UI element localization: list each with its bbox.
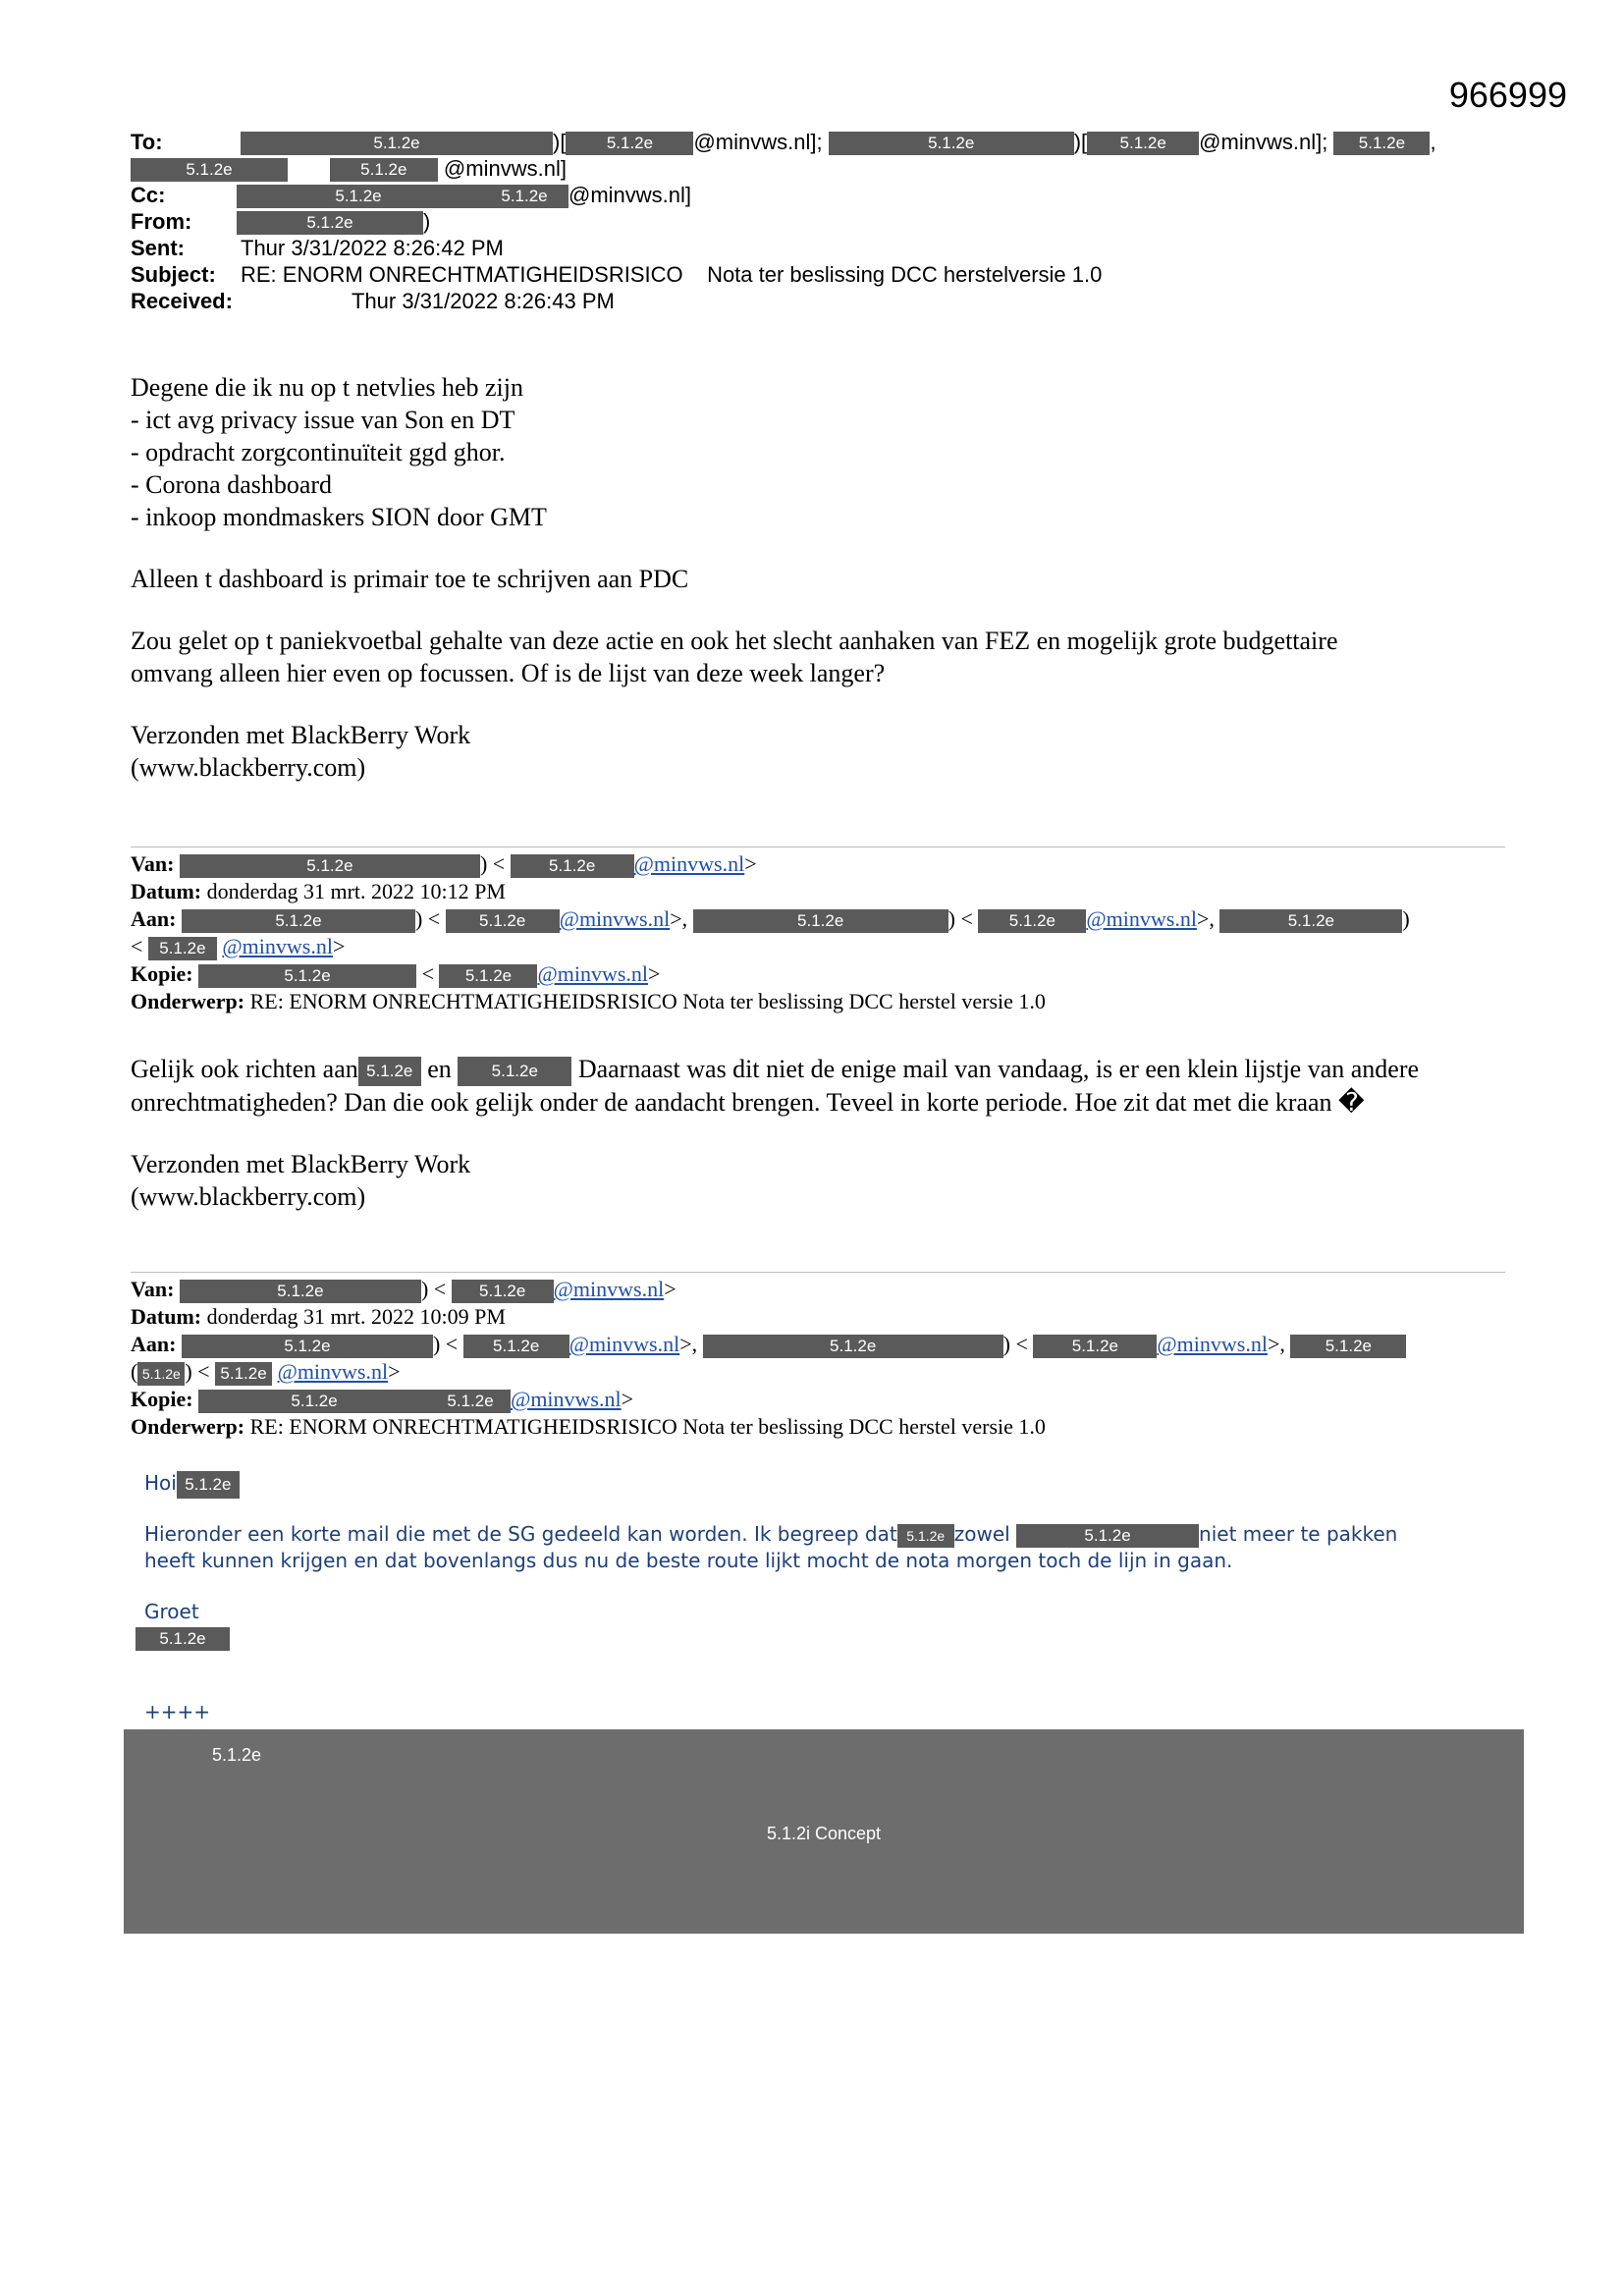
redaction: 5.1.2e <box>330 158 438 182</box>
message3-closing <box>144 1599 1519 1651</box>
list-item: - Corona dashboard <box>131 470 333 499</box>
van-label: Van: <box>131 851 175 876</box>
text: zowel <box>953 1522 1010 1546</box>
sender-line <box>135 1624 1519 1651</box>
paragraph-line: onrechtmatigheden? Dan die ook gelijk onder de aandacht brengen. Teveel in korte periode. Hoe zit dat met die kraan � <box>131 1088 1365 1118</box>
onderwerp-row <box>131 988 1525 1015</box>
paragraph-line <box>131 1053 1525 1086</box>
signature-line: Verzonden met BlackBerry Work <box>131 1150 471 1179</box>
text: Daarnaast was dit niet de enige mail van vandaag, is er een klein lijstje van andere <box>577 1055 1420 1083</box>
redaction: 5.1.2e <box>458 1057 571 1086</box>
email-link[interactable]: @minvws.nl <box>222 934 333 958</box>
redaction: 5.1.2e <box>480 185 568 208</box>
onderwerp-value: RE: ENORM ONRECHTMATIGHEIDSRISICO Nota ter beslissing DCC herstel versie 1.0 <box>249 989 1046 1013</box>
redaction: 5.1.2e <box>1333 132 1430 155</box>
van-label: Van: <box>131 1277 175 1301</box>
received-value: Thur 3/31/2022 8:26:43 PM <box>352 289 615 313</box>
list-item: - opdracht zorgcontinuïteit ggd ghor. <box>131 438 506 466</box>
email-domain: @minvws.nl]; <box>693 130 823 154</box>
redaction: 5.1.2e <box>131 158 288 182</box>
redaction: 5.1.2e <box>566 132 693 155</box>
redaction: 5.1.2e <box>439 964 537 988</box>
kopie-row: Kopie: 5.1.2e 5.1.2e @minvws.nl> <box>131 1387 634 1411</box>
message3-body <box>144 1521 1519 1573</box>
message2-header <box>131 850 1525 1015</box>
aan-row: Aan: 5.1.2e ) < 5.1.2e @minvws.nl>, 5.1.2e ) < 5.1.2e @minvws.nl>, 5.1.2e <box>131 1331 1525 1358</box>
datum-value: donderdag 31 mrt. 2022 10:09 PM <box>206 1304 506 1329</box>
sent-label: Sent: <box>131 236 185 260</box>
redaction: 5.1.2e <box>452 1280 554 1303</box>
from-row <box>131 208 1505 235</box>
received-label: Received: <box>131 289 233 313</box>
redaction: 5.1.2e <box>1087 132 1199 155</box>
email-header <box>131 129 1505 314</box>
message3-greeting <box>144 1470 1519 1499</box>
redaction: 5.1.2e <box>182 909 415 933</box>
from-label: From: <box>131 209 192 234</box>
redaction: 5.1.2e <box>135 1627 230 1651</box>
greeting-line <box>144 1470 1519 1499</box>
redaction: 5.1.2e <box>703 1335 1003 1358</box>
subject-value: RE: ENORM ONRECHTMATIGHEIDSRISICO Nota ter beslissing DCC herstelversie 1.0 <box>241 262 1103 287</box>
to-label: To: <box>131 130 163 154</box>
document-number: 966999 <box>1448 75 1567 115</box>
message3-header <box>131 1276 1525 1441</box>
redaction-concept-label: 5.1.2i Concept <box>766 1824 882 1843</box>
kopie-label: Kopie: <box>131 1387 193 1411</box>
onderwerp-label: Onderwerp: <box>131 1414 245 1439</box>
kopie-row: Kopie: 5.1.2e < 5.1.2e @minvws.nl> <box>131 961 661 986</box>
plus-marker: ++++ <box>144 1700 211 1723</box>
redaction: 5.1.2e <box>215 1362 272 1386</box>
redaction: 5.1.2e <box>897 1524 954 1548</box>
separator: ) <box>423 209 431 234</box>
redaction: 5.1.2e <box>1219 909 1402 933</box>
text: niet meer te pakken <box>1199 1522 1398 1546</box>
signature-line: Verzonden met BlackBerry Work <box>131 721 471 749</box>
to-row <box>131 129 1505 155</box>
list-intro: Degene die ik nu op t netvlies heb zijn <box>131 373 524 402</box>
aan-row: Aan: 5.1.2e ) < 5.1.2e @minvws.nl>, 5.1.2e ) < 5.1.2e @minvws.nl>, 5.1.2e ) <box>131 906 1410 931</box>
signature-link: (www.blackberry.com) <box>131 1182 366 1212</box>
redaction: 5.1.2e <box>137 1362 185 1386</box>
email-link[interactable]: @minvws.nl <box>568 1332 680 1356</box>
to-row-2 <box>131 155 1505 182</box>
redaction: 5.1.2e <box>237 211 423 235</box>
closing: Groet <box>144 1600 199 1623</box>
email-link[interactable]: @minvws.nl <box>1086 906 1197 931</box>
separator-line <box>131 1272 1505 1273</box>
paragraph: Alleen t dashboard is primair toe te schrijven aan PDC <box>131 565 689 593</box>
text: en <box>427 1055 452 1083</box>
sent-row <box>131 235 1505 261</box>
separator: )[ <box>1073 130 1088 154</box>
subject-row <box>131 261 1505 288</box>
redaction: 5.1.2e <box>182 1335 433 1358</box>
aan-row-2: < 5.1.2e @minvws.nl> <box>131 934 346 958</box>
email-link[interactable]: @minvws.nl <box>553 1277 665 1301</box>
onderwerp-label: Onderwerp: <box>131 989 245 1013</box>
cc-row <box>131 182 1505 208</box>
redaction: 5.1.2e <box>198 964 416 988</box>
email-link[interactable]: @minvws.nl <box>1157 1332 1268 1356</box>
redaction: 5.1.2e <box>829 132 1074 155</box>
redaction: 5.1.2e <box>180 1280 421 1303</box>
received-row <box>131 288 1505 314</box>
redaction-code-label: 5.1.2e <box>212 1745 262 1765</box>
message3-plus <box>144 1699 1519 1724</box>
redaction: 5.1.2e <box>241 132 553 155</box>
redaction: 5.1.2e <box>430 1390 511 1413</box>
email-link[interactable]: @minvws.nl <box>537 961 649 986</box>
redaction: 5.1.2e <box>1033 1335 1157 1358</box>
separator: )[ <box>553 130 567 154</box>
datum-row <box>131 878 1525 905</box>
redaction: 5.1.2e <box>693 909 948 933</box>
cc-label: Cc: <box>131 183 166 207</box>
text: Gelijk ook richten aan <box>131 1055 358 1083</box>
message2-body <box>131 1053 1525 1213</box>
redacted-block <box>124 1729 1524 1934</box>
van-row: Van: 5.1.2e ) < 5.1.2e @minvws.nl> <box>131 851 757 876</box>
redaction: 5.1.2e <box>1016 1524 1199 1548</box>
email-domain: @minvws.nl] <box>568 183 692 207</box>
aan-label: Aan: <box>131 906 177 931</box>
datum-label: Datum: <box>131 1304 202 1329</box>
onderwerp-row <box>131 1413 1525 1441</box>
sent-value: Thur 3/31/2022 8:26:42 PM <box>241 236 504 260</box>
signature-link: (www.blackberry.com) <box>131 753 366 782</box>
redaction: 5.1.2e <box>463 1335 569 1358</box>
greeting: Hoi <box>144 1471 177 1495</box>
aan-row-2: ( 5.1.2e ) < 5.1.2e @minvws.nl> <box>131 1359 401 1384</box>
redaction: 5.1.2e <box>148 937 217 960</box>
redaction: 5.1.2e <box>511 854 634 878</box>
redaction: 5.1.2e <box>180 854 480 878</box>
kopie-label: Kopie: <box>131 961 193 986</box>
email-domain: @minvws.nl]; <box>1199 130 1328 154</box>
separator: , <box>1430 130 1436 154</box>
subject-label: Subject: <box>131 262 216 287</box>
datum-value: donderdag 31 mrt. 2022 10:12 PM <box>206 879 506 903</box>
email-domain: @minvws.nl] <box>443 156 567 181</box>
redaction: 5.1.2e <box>237 185 480 208</box>
text: Hieronder een korte mail die met de SG gedeeld kan worden. Ik begreep dat <box>144 1522 897 1546</box>
van-row: Van: 5.1.2e ) < 5.1.2e @minvws.nl> <box>131 1277 677 1301</box>
aan-label: Aan: <box>131 1332 177 1356</box>
datum-label: Datum: <box>131 879 202 903</box>
email-link[interactable]: @minvws.nl <box>633 851 745 876</box>
email-link[interactable]: @minvws.nl <box>559 906 671 931</box>
onderwerp-value: RE: ENORM ONRECHTMATIGHEIDSRISICO Nota ter beslissing DCC herstel versie 1.0 <box>249 1414 1046 1439</box>
list-item: - ict avg privacy issue van Son en DT <box>131 406 515 434</box>
paragraph-line <box>144 1521 1519 1548</box>
redaction: 5.1.2e <box>198 1390 430 1413</box>
email-link[interactable]: @minvws.nl <box>277 1359 389 1384</box>
paragraph-line: omvang alleen hier even op focussen. Of is de lijst van deze week langer? <box>131 659 886 687</box>
redaction: 5.1.2e <box>1290 1335 1406 1358</box>
paragraph-line: Zou gelet op t paniekvoetbal gehalte van deze actie en ook het slecht aanhaken van FEZ en mogelijk grote budgettaire <box>131 627 1338 655</box>
list-item: - inkoop mondmaskers SION door GMT <box>131 503 547 531</box>
datum-row <box>131 1303 1525 1331</box>
redaction: 5.1.2e <box>177 1471 240 1499</box>
redaction: 5.1.2e <box>446 909 560 933</box>
redaction: 5.1.2e <box>358 1057 421 1086</box>
email-link[interactable]: @minvws.nl <box>511 1387 622 1411</box>
paragraph-line: heeft kunnen krijgen en dat bovenlangs dus nu de beste route lijkt mocht de nota morgen toch de lijn in gaan. <box>144 1548 1233 1572</box>
redaction: 5.1.2e <box>978 909 1086 933</box>
message1-body <box>131 371 1505 784</box>
